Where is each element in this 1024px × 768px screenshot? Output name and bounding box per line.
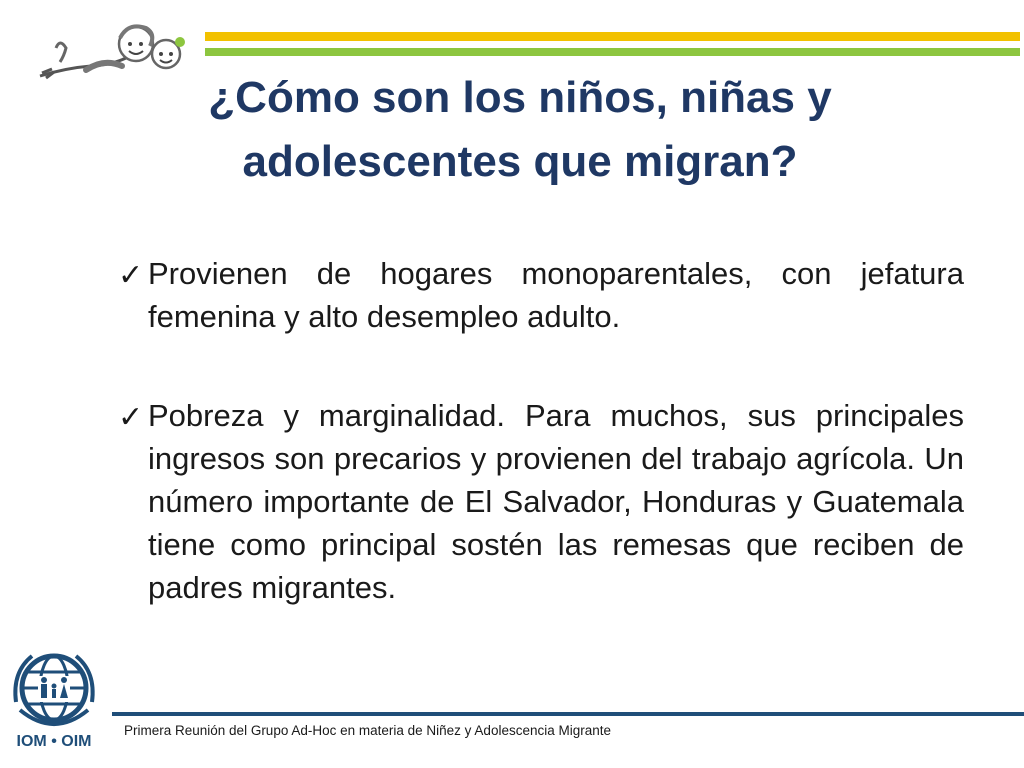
title-line-1: ¿Cómo son los niños, niñas y xyxy=(208,73,832,122)
iom-logo-text: IOM • OIM xyxy=(16,733,92,750)
checkmark-icon: ✓ xyxy=(118,259,144,292)
footer-text: Primera Reunión del Grupo Ad-Hoc en materia de Niñez y Adolescencia Migrante xyxy=(124,723,612,738)
checkmark-icon: ✓ xyxy=(118,401,144,434)
slide-title xyxy=(150,66,890,194)
bullet-text: Provienen de hogares monoparentales, con jefatura femenina y alto desempleo adulto. xyxy=(148,256,964,334)
title-line-2: adolescentes que migran? xyxy=(242,137,798,186)
header-stripe-yellow xyxy=(205,32,1020,41)
bullet-item xyxy=(118,252,964,338)
footer-divider xyxy=(112,712,1024,716)
bullet-text: Pobreza y marginalidad. Para muchos, sus principales ingresos son precarios y provienen del trabajo agrícola. Un número importante de El Salvador, Honduras y Guatemala tiene como principal sostén las remesas que reciben de padres migrantes. xyxy=(148,398,964,605)
bullet-item xyxy=(118,394,964,609)
bullet-list xyxy=(118,252,964,609)
header-stripe-green xyxy=(205,48,1020,56)
iom-logo xyxy=(6,642,102,752)
